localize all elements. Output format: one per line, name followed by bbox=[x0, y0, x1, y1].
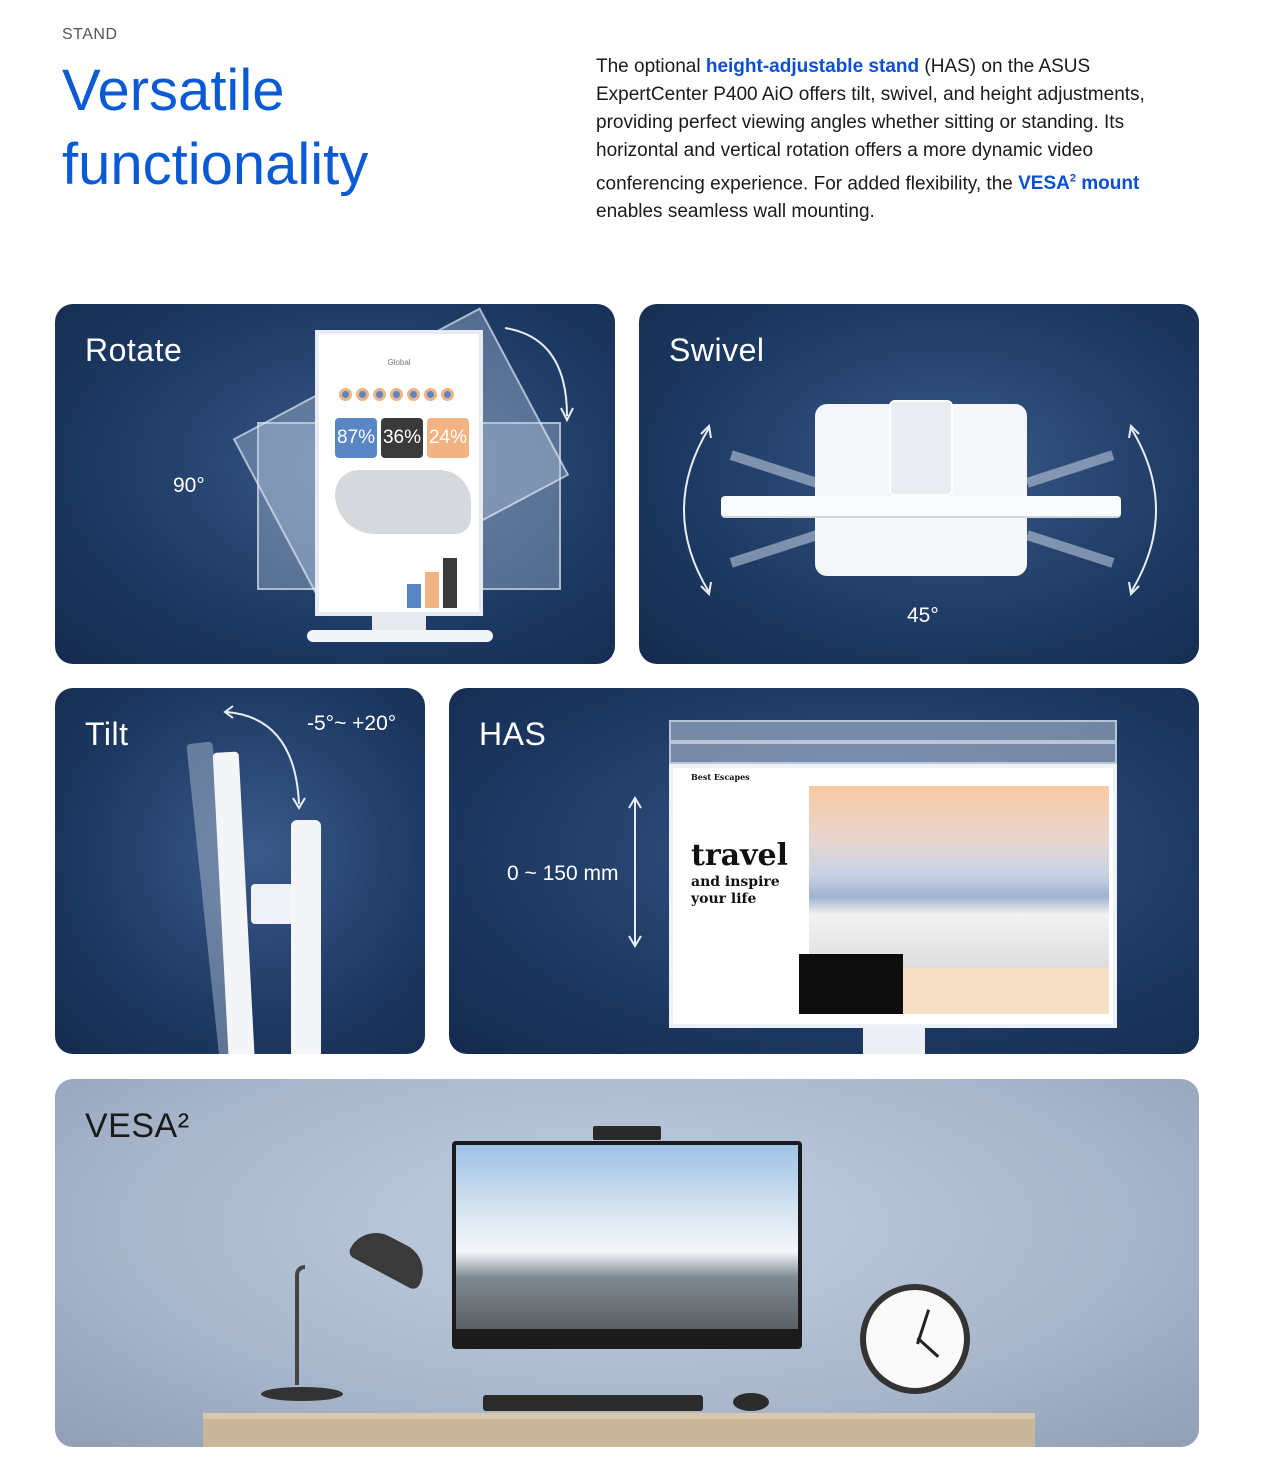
has-monitor-screen bbox=[669, 764, 1117, 1028]
swivel-angle: 45° bbox=[907, 604, 939, 627]
desk-lamp-icon bbox=[347, 1223, 433, 1291]
travel-headline: travel bbox=[691, 838, 789, 873]
desk bbox=[203, 1413, 1035, 1447]
rotate-monitor-screen bbox=[315, 330, 483, 616]
travel-photo bbox=[809, 786, 1109, 970]
screen-cream-panel bbox=[903, 968, 1109, 1014]
tilt-stand-column bbox=[291, 820, 321, 1054]
pie-dots bbox=[339, 388, 454, 401]
bar-graphic bbox=[407, 544, 477, 608]
desk-lamp-arm bbox=[295, 1265, 305, 1385]
stat-tile: 36% bbox=[381, 418, 423, 458]
swivel-left-arrow-icon bbox=[673, 422, 723, 598]
swivel-ghost-left-up bbox=[730, 450, 819, 487]
vesa-mount-link[interactable] bbox=[1018, 173, 1139, 194]
swivel-right-arrow-icon bbox=[1117, 422, 1167, 598]
has-stand-neck bbox=[863, 1028, 925, 1054]
intro-text-1: The optional bbox=[596, 56, 706, 77]
screen-title: Global bbox=[387, 358, 411, 367]
tilt-angle: -5°~ +20° bbox=[307, 712, 397, 735]
travel-subhead: and inspire your life bbox=[691, 874, 780, 907]
eyebrow: STAND bbox=[62, 26, 118, 43]
tilt-label: Tilt bbox=[85, 716, 129, 752]
clock-hand bbox=[916, 1337, 939, 1358]
has-ghost-middle bbox=[669, 742, 1117, 764]
mouse bbox=[733, 1393, 769, 1411]
world-map bbox=[335, 470, 471, 534]
vesa-link-tail: mount bbox=[1076, 173, 1140, 195]
snowy-road-wallpaper bbox=[456, 1145, 798, 1329]
intro-text-3: enables seamless wall mounting. bbox=[596, 201, 875, 223]
swivel-card bbox=[639, 304, 1199, 664]
has-arrow-icon bbox=[625, 796, 645, 948]
intro-paragraph bbox=[596, 53, 1196, 226]
vesa-link-text: VESA bbox=[1018, 173, 1070, 195]
wall-mounted-monitor bbox=[452, 1141, 802, 1349]
has-label: HAS bbox=[479, 716, 547, 752]
swivel-monitor-top bbox=[721, 496, 1121, 518]
rotate-arrow-icon bbox=[495, 320, 585, 430]
vesa-label: VESA² bbox=[85, 1107, 190, 1145]
vesa-card bbox=[55, 1079, 1199, 1447]
intro-text-2: (HAS) on the ASUS ExpertCenter P400 AiO offers tilt, swivel, and height adjustments, providing perfect viewing angles whether sitting or standing. Its horizontal and vertical rotation offers a more dynamic video conferencing experience. For added flexibility, the bbox=[596, 56, 1145, 195]
height-adjustable-stand-link[interactable]: height-adjustable stand bbox=[705, 56, 920, 77]
page-title: Versatile functionality bbox=[62, 58, 369, 197]
stat-tile: 87% bbox=[335, 418, 377, 458]
rotate-label: Rotate bbox=[85, 332, 183, 368]
rotate-stand-base bbox=[307, 630, 493, 642]
wall-clock-icon bbox=[860, 1284, 970, 1394]
stat-tile: 24% bbox=[427, 418, 469, 458]
has-ghost-top bbox=[669, 720, 1117, 742]
swivel-ghost-left-down bbox=[730, 530, 819, 567]
screen-brand: Best Escapes bbox=[691, 772, 750, 782]
screen-dark-panel bbox=[799, 954, 903, 1014]
swivel-hinge bbox=[889, 400, 953, 496]
keyboard bbox=[483, 1395, 703, 1411]
desk-lamp-base bbox=[261, 1387, 343, 1401]
webcam bbox=[593, 1126, 661, 1140]
swivel-label: Swivel bbox=[669, 332, 765, 368]
has-range: 0 ~ 150 mm bbox=[507, 862, 619, 885]
vesa-footnote-marker[interactable]: 2 bbox=[1069, 173, 1076, 185]
tilt-card bbox=[55, 688, 425, 1054]
has-card bbox=[449, 688, 1199, 1054]
swivel-ghost-right-up bbox=[1026, 450, 1115, 487]
rotate-angle: 90° bbox=[173, 474, 205, 497]
swivel-ghost-right-down bbox=[1026, 530, 1115, 567]
rotate-card bbox=[55, 304, 615, 664]
